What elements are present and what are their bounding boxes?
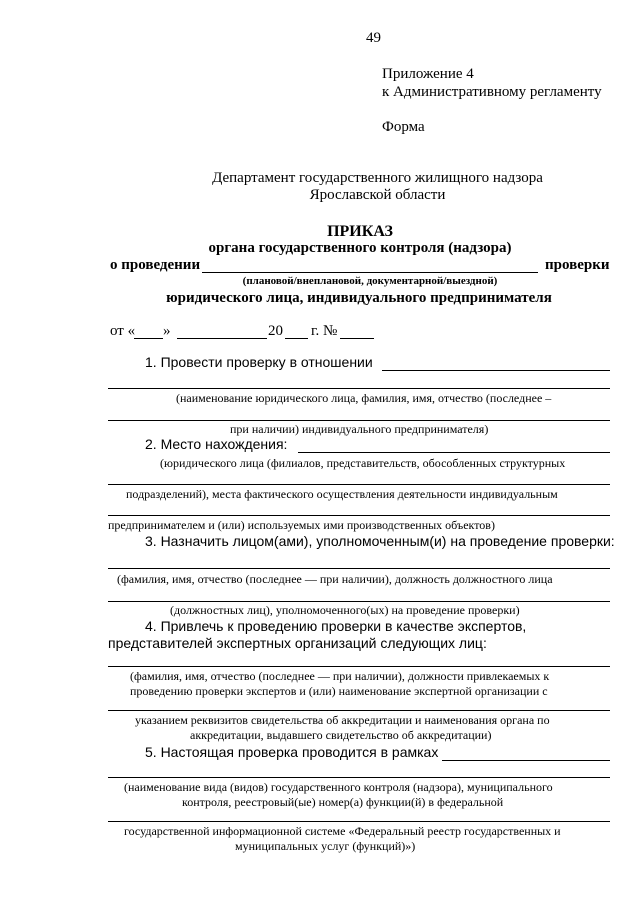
item1-hint1: (наименование юридического лица, фамилия, имя, отчество (последнее – [176,391,552,405]
date-quote-close: » [163,323,171,339]
order-title: ПРИКАЗ [327,223,393,240]
item1-text: 1. Провести проверку в отношении [145,354,373,370]
order-number-label: г. № [311,323,338,339]
item2-text: 2. Место нахождения: [145,436,288,452]
item5-hint2: контроля, реестровый(ые) номер(а) функции(й) в федеральной [182,795,504,809]
item2-hint2: подразделений), места фактического осуществления деятельности индивидуальным [126,487,558,501]
item5-hint4: муниципальных услуг (функций)») [235,839,416,853]
conducting-label: о проведении [110,257,201,273]
item1-field-a[interactable] [382,370,610,371]
item3-field-b[interactable] [108,601,610,602]
item4-line2: представителей экспертных организаций следующих лиц: [108,635,487,651]
item2-hint1: (юридического лица (филиалов, представительств, обособленных структурных [160,456,566,470]
item4-field-a[interactable] [108,666,610,667]
date-year-field[interactable] [285,338,308,339]
item3-field-a[interactable] [108,568,610,569]
item4-line1: 4. Привлечь к проведению проверки в качестве экспертов, [145,618,527,634]
page-number: 49 [366,30,381,46]
date-year-prefix: 20 [268,323,283,339]
item4-hint3: указанием реквизитов свидетельства об аккредитации и наименования органа по [135,713,550,727]
inspection-type-field[interactable] [202,272,538,273]
item3-hint1: (фамилия, имя, отчество (последнее — при наличии), должность должностного лица [117,572,553,586]
item3-hint2: (должностных лиц), уполномоченного(ых) на проведение проверки) [170,603,520,617]
department-name: Департамент государственного жилищного надзора [212,170,543,186]
item4-hint1: (фамилия, имя, отчество (последнее — при наличии), должности привлекаемых к [130,669,550,683]
department-region: Ярославской области [309,187,446,203]
item4-hint2: проведению проверки экспертов и (или) наименование экспертной организации с [130,684,548,698]
order-authority: органа государственного контроля (надзора) [208,240,512,256]
item2-field-a[interactable] [298,452,610,453]
inspection-label: проверки [545,257,610,273]
subject-title: юридического лица, индивидуального предпринимателя [166,290,552,306]
date-month-field[interactable] [177,338,267,339]
item5-field-c[interactable] [108,821,610,822]
item5-field-b[interactable] [108,777,610,778]
date-day-field[interactable] [134,338,163,339]
appendix-reference: к Административному регламенту [382,84,602,100]
item1-field-b[interactable] [108,388,610,389]
item5-text: 5. Настоящая проверка проводится в рамках [145,744,439,760]
item2-field-c[interactable] [108,515,610,516]
item4-field-b[interactable] [108,710,610,711]
item4-hint4: аккредитации, выдавшего свидетельство об аккредитации) [190,728,492,742]
item2-hint3: предпринимателем и (или) используемых ими производственных объектов) [108,518,495,532]
inspection-type-hint: (плановой/внеплановой, документарной/выездной) [242,275,498,287]
item1-hint2: при наличии) индивидуального предпринимателя) [230,422,489,436]
item2-field-b[interactable] [108,484,610,485]
date-from-label: от « [110,323,136,339]
item5-hint1: (наименование вида (видов) государственного контроля (надзора), муниципального [124,780,553,794]
appendix-title: Приложение 4 [382,66,474,82]
item1-field-c[interactable] [108,420,610,421]
item5-field-a[interactable] [442,760,610,761]
order-number-field[interactable] [340,338,374,339]
form-label: Форма [382,119,425,135]
item5-hint3: государственной информационной системе «Федеральный реестр государственных и [124,824,561,838]
item3-text: 3. Назначить лицом(ами), уполномоченным(и) на проведение проверки: [145,533,615,549]
